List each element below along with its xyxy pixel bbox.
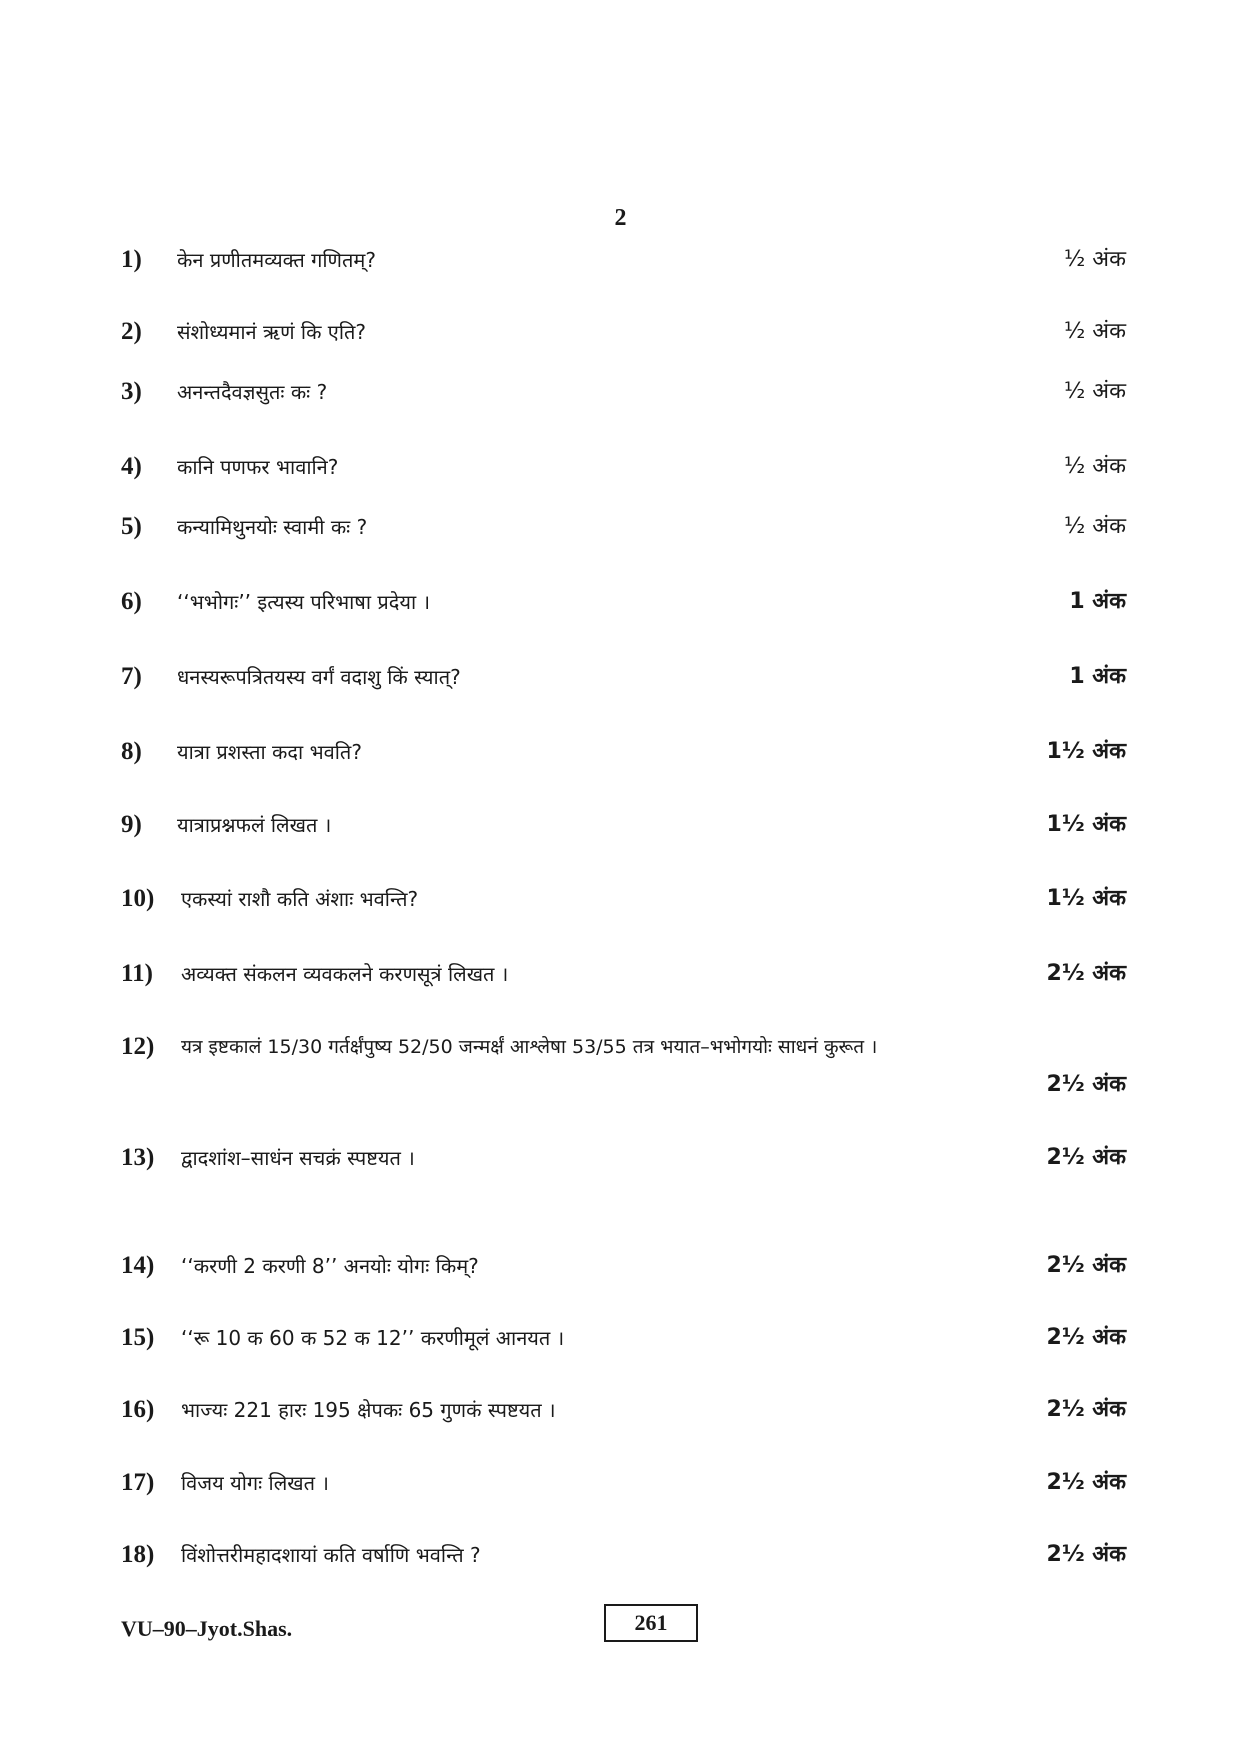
question-13 bbox=[121, 1136, 1126, 1180]
question-number: 6) bbox=[121, 588, 142, 615]
question-marks: 2½ अंक bbox=[1046, 1253, 1126, 1278]
question-text: यत्र इष्टकालं 15/30 गर्तर्क्षंपुष्य 52/50 जन्मर्क्षं आश्लेषा 53/55 तत्र भयात–भभोगयोः साधनं कुरूत । bbox=[181, 1036, 878, 1058]
question-9 bbox=[121, 803, 1126, 847]
question-18 bbox=[121, 1533, 1126, 1577]
question-marks: 2½ अंक bbox=[1046, 1072, 1126, 1097]
question-marks: 1½ अंक bbox=[1046, 886, 1126, 911]
question-5 bbox=[121, 505, 1126, 549]
question-marks: 1½ अंक bbox=[1046, 739, 1126, 764]
question-4 bbox=[121, 445, 1126, 489]
question-text: यात्रा प्रशस्ता कदा भवति? bbox=[177, 740, 362, 764]
question-marks: ½ अंक bbox=[1063, 454, 1126, 479]
question-17 bbox=[121, 1461, 1126, 1505]
question-number: 1) bbox=[121, 246, 142, 273]
question-14 bbox=[121, 1244, 1126, 1288]
question-11 bbox=[121, 952, 1126, 996]
question-number: 14) bbox=[121, 1252, 155, 1279]
question-text: द्वादशांश–साधंन सचक्रं स्पष्टयत । bbox=[181, 1146, 415, 1170]
question-text: धनस्यरूपत्रितयस्य वर्गं वदाशु किं स्यात्? bbox=[177, 665, 461, 689]
question-number: 2) bbox=[121, 318, 142, 345]
question-16 bbox=[121, 1388, 1126, 1432]
question-marks: 1 अंक bbox=[1069, 664, 1126, 689]
question-text: यात्राप्रश्नफलं लिखत । bbox=[177, 813, 332, 837]
question-text: ‘‘रू 10 क 60 क 52 क 12’’ करणीमूलं आनयत । bbox=[181, 1326, 565, 1350]
question-text: कानि पणफर भावानि? bbox=[177, 455, 339, 479]
question-marks: ½ अंक bbox=[1063, 319, 1126, 344]
question-3 bbox=[121, 370, 1126, 414]
question-7 bbox=[121, 655, 1126, 699]
question-number: 9) bbox=[121, 811, 142, 838]
question-number: 12) bbox=[121, 1033, 155, 1060]
question-number: 18) bbox=[121, 1541, 155, 1568]
footer-page-box: 261 bbox=[604, 1604, 698, 1642]
question-number: 5) bbox=[121, 513, 142, 540]
question-2 bbox=[121, 310, 1126, 354]
question-marks: 2½ अंक bbox=[1046, 1325, 1126, 1350]
question-number: 13) bbox=[121, 1144, 155, 1171]
question-number: 3) bbox=[121, 378, 142, 405]
question-marks: 2½ अंक bbox=[1046, 961, 1126, 986]
question-text: ‘‘करणी 2 करणी 8’’ अनयोः योगः किम्? bbox=[181, 1254, 479, 1278]
question-marks: ½ अंक bbox=[1063, 379, 1126, 404]
question-number: 11) bbox=[121, 960, 153, 987]
footer-paper-code: VU–90–Jyot.Shas. bbox=[121, 1616, 293, 1641]
question-12 bbox=[121, 1025, 1126, 1097]
question-number: 4) bbox=[121, 453, 142, 480]
question-6 bbox=[121, 580, 1126, 624]
question-number: 8) bbox=[121, 738, 142, 765]
question-marks: 2½ अंक bbox=[1046, 1542, 1126, 1567]
question-marks: ½ अंक bbox=[1063, 247, 1126, 272]
question-text: ‘‘भभोगः’’ इत्यस्य परिभाषा प्रदेया । bbox=[177, 590, 431, 614]
question-text: एकस्यां राशौ कति अंशाः भवन्ति? bbox=[181, 887, 419, 911]
question-1 bbox=[121, 238, 1126, 282]
question-text: भाज्यः 221 हारः 195 क्षेपकः 65 गुणकं स्पष्टयत । bbox=[181, 1398, 556, 1422]
question-marks: 2½ अंक bbox=[1046, 1145, 1126, 1170]
question-text: विंशोत्तरीमहादशायां कति वर्षाणि भवन्ति ? bbox=[181, 1543, 481, 1567]
question-text: कन्यामिथुनयोः स्वामी कः ? bbox=[177, 515, 368, 539]
question-marks: 1 अंक bbox=[1069, 589, 1126, 614]
question-marks: 1½ अंक bbox=[1046, 812, 1126, 837]
question-text: अनन्तदैवज्ञसुतः कः ? bbox=[177, 380, 328, 404]
question-number: 7) bbox=[121, 663, 142, 690]
question-text: अव्यक्त संकलन व्यवकलने करणसूत्रं लिखत । bbox=[181, 962, 509, 986]
question-marks: 2½ अंक bbox=[1046, 1470, 1126, 1495]
question-number: 17) bbox=[121, 1469, 155, 1496]
question-number: 15) bbox=[121, 1324, 155, 1351]
question-marks: 2½ अंक bbox=[1046, 1397, 1126, 1422]
question-8 bbox=[121, 730, 1126, 774]
question-text: केन प्रणीतमव्यक्त गणितम्? bbox=[177, 248, 376, 272]
question-marks: ½ अंक bbox=[1063, 514, 1126, 539]
question-text: विजय योगः लिखत । bbox=[181, 1471, 329, 1495]
question-number: 10) bbox=[121, 885, 155, 912]
question-10 bbox=[121, 877, 1126, 921]
question-15 bbox=[121, 1316, 1126, 1360]
question-text: संशोध्यमानं ऋणं कि एति? bbox=[177, 320, 367, 344]
question-number: 16) bbox=[121, 1396, 155, 1423]
page-number: 2 bbox=[614, 205, 627, 231]
